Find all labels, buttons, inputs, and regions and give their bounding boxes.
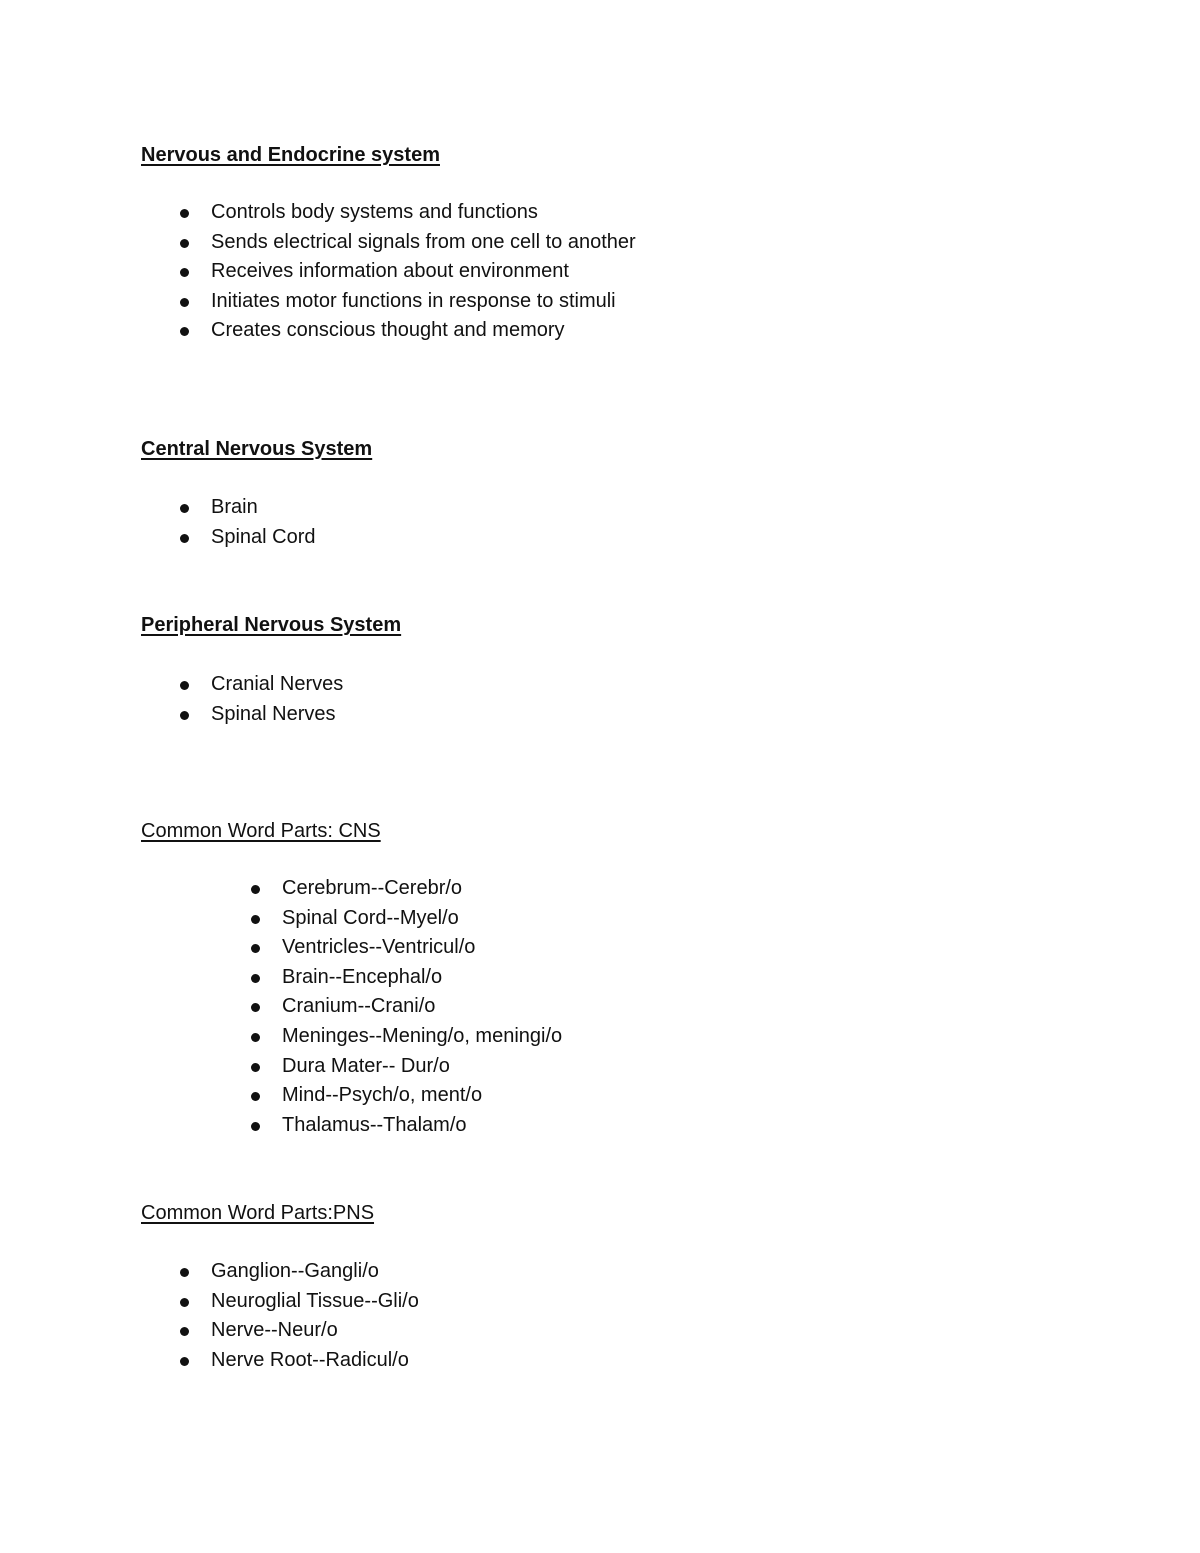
list-item: Controls body systems and functions — [178, 198, 636, 228]
section-heading-pns: Peripheral Nervous System — [141, 614, 402, 636]
bullet-icon — [180, 1357, 189, 1366]
list-item: Dura Mater-- Dur/o — [249, 1052, 562, 1082]
list-item: Ganglion--Gangli/o — [178, 1257, 419, 1287]
section-heading-word-parts-cns: Common Word Parts: CNS — [141, 820, 381, 842]
bullet-list-cns — [178, 493, 316, 552]
list-item: Brain--Encephal/o — [249, 963, 562, 993]
bullet-icon — [180, 504, 189, 513]
bullet-icon — [251, 974, 260, 983]
bullet-list-nervous-endocrine — [178, 198, 636, 346]
section-heading-cns: Central Nervous System — [141, 438, 373, 460]
list-item: Meninges--Mening/o, meningi/o — [249, 1022, 562, 1052]
list-item: Mind--Psych/o, ment/o — [249, 1081, 562, 1111]
list-item: Spinal Cord — [178, 523, 316, 553]
bullet-icon — [180, 534, 189, 543]
bullet-icon — [180, 327, 189, 336]
bullet-icon — [251, 1122, 260, 1131]
list-item: Spinal Cord--Myel/o — [249, 904, 562, 934]
section-heading-nervous-endocrine: Nervous and Endocrine system — [141, 144, 440, 166]
bullet-icon — [180, 298, 189, 307]
list-item: Cerebrum--Cerebr/o — [249, 874, 562, 904]
list-item: Creates conscious thought and memory — [178, 316, 636, 346]
section-heading-word-parts-pns: Common Word Parts:PNS — [141, 1202, 375, 1224]
bullet-icon — [251, 1092, 260, 1101]
bullet-icon — [180, 268, 189, 277]
bullet-icon — [251, 1003, 260, 1012]
bullet-icon — [251, 1063, 260, 1072]
list-item: Brain — [178, 493, 316, 523]
bullet-icon — [251, 885, 260, 894]
bullet-icon — [180, 681, 189, 690]
list-item: Sends electrical signals from one cell to another — [178, 228, 636, 258]
list-item: Cranium--Crani/o — [249, 992, 562, 1022]
bullet-icon — [180, 1327, 189, 1336]
bullet-icon — [180, 1268, 189, 1277]
list-item: Ventricles--Ventricul/o — [249, 933, 562, 963]
list-item: Cranial Nerves — [178, 670, 343, 700]
bullet-icon — [180, 239, 189, 248]
bullet-icon — [251, 1033, 260, 1042]
bullet-icon — [251, 915, 260, 924]
list-item: Initiates motor functions in response to stimuli — [178, 287, 636, 317]
bullet-icon — [180, 1298, 189, 1307]
list-item: Thalamus--Thalam/o — [249, 1111, 562, 1141]
list-item: Nerve Root--Radicul/o — [178, 1346, 419, 1376]
bullet-list-word-parts-pns — [178, 1257, 419, 1375]
list-item: Neuroglial Tissue--Gli/o — [178, 1287, 419, 1317]
bullet-list-word-parts-cns — [249, 874, 562, 1140]
list-item: Nerve--Neur/o — [178, 1316, 419, 1346]
bullet-icon — [251, 944, 260, 953]
list-item: Spinal Nerves — [178, 700, 343, 730]
bullet-icon — [180, 209, 189, 218]
bullet-list-pns — [178, 670, 343, 729]
bullet-icon — [180, 711, 189, 720]
list-item: Receives information about environment — [178, 257, 636, 287]
